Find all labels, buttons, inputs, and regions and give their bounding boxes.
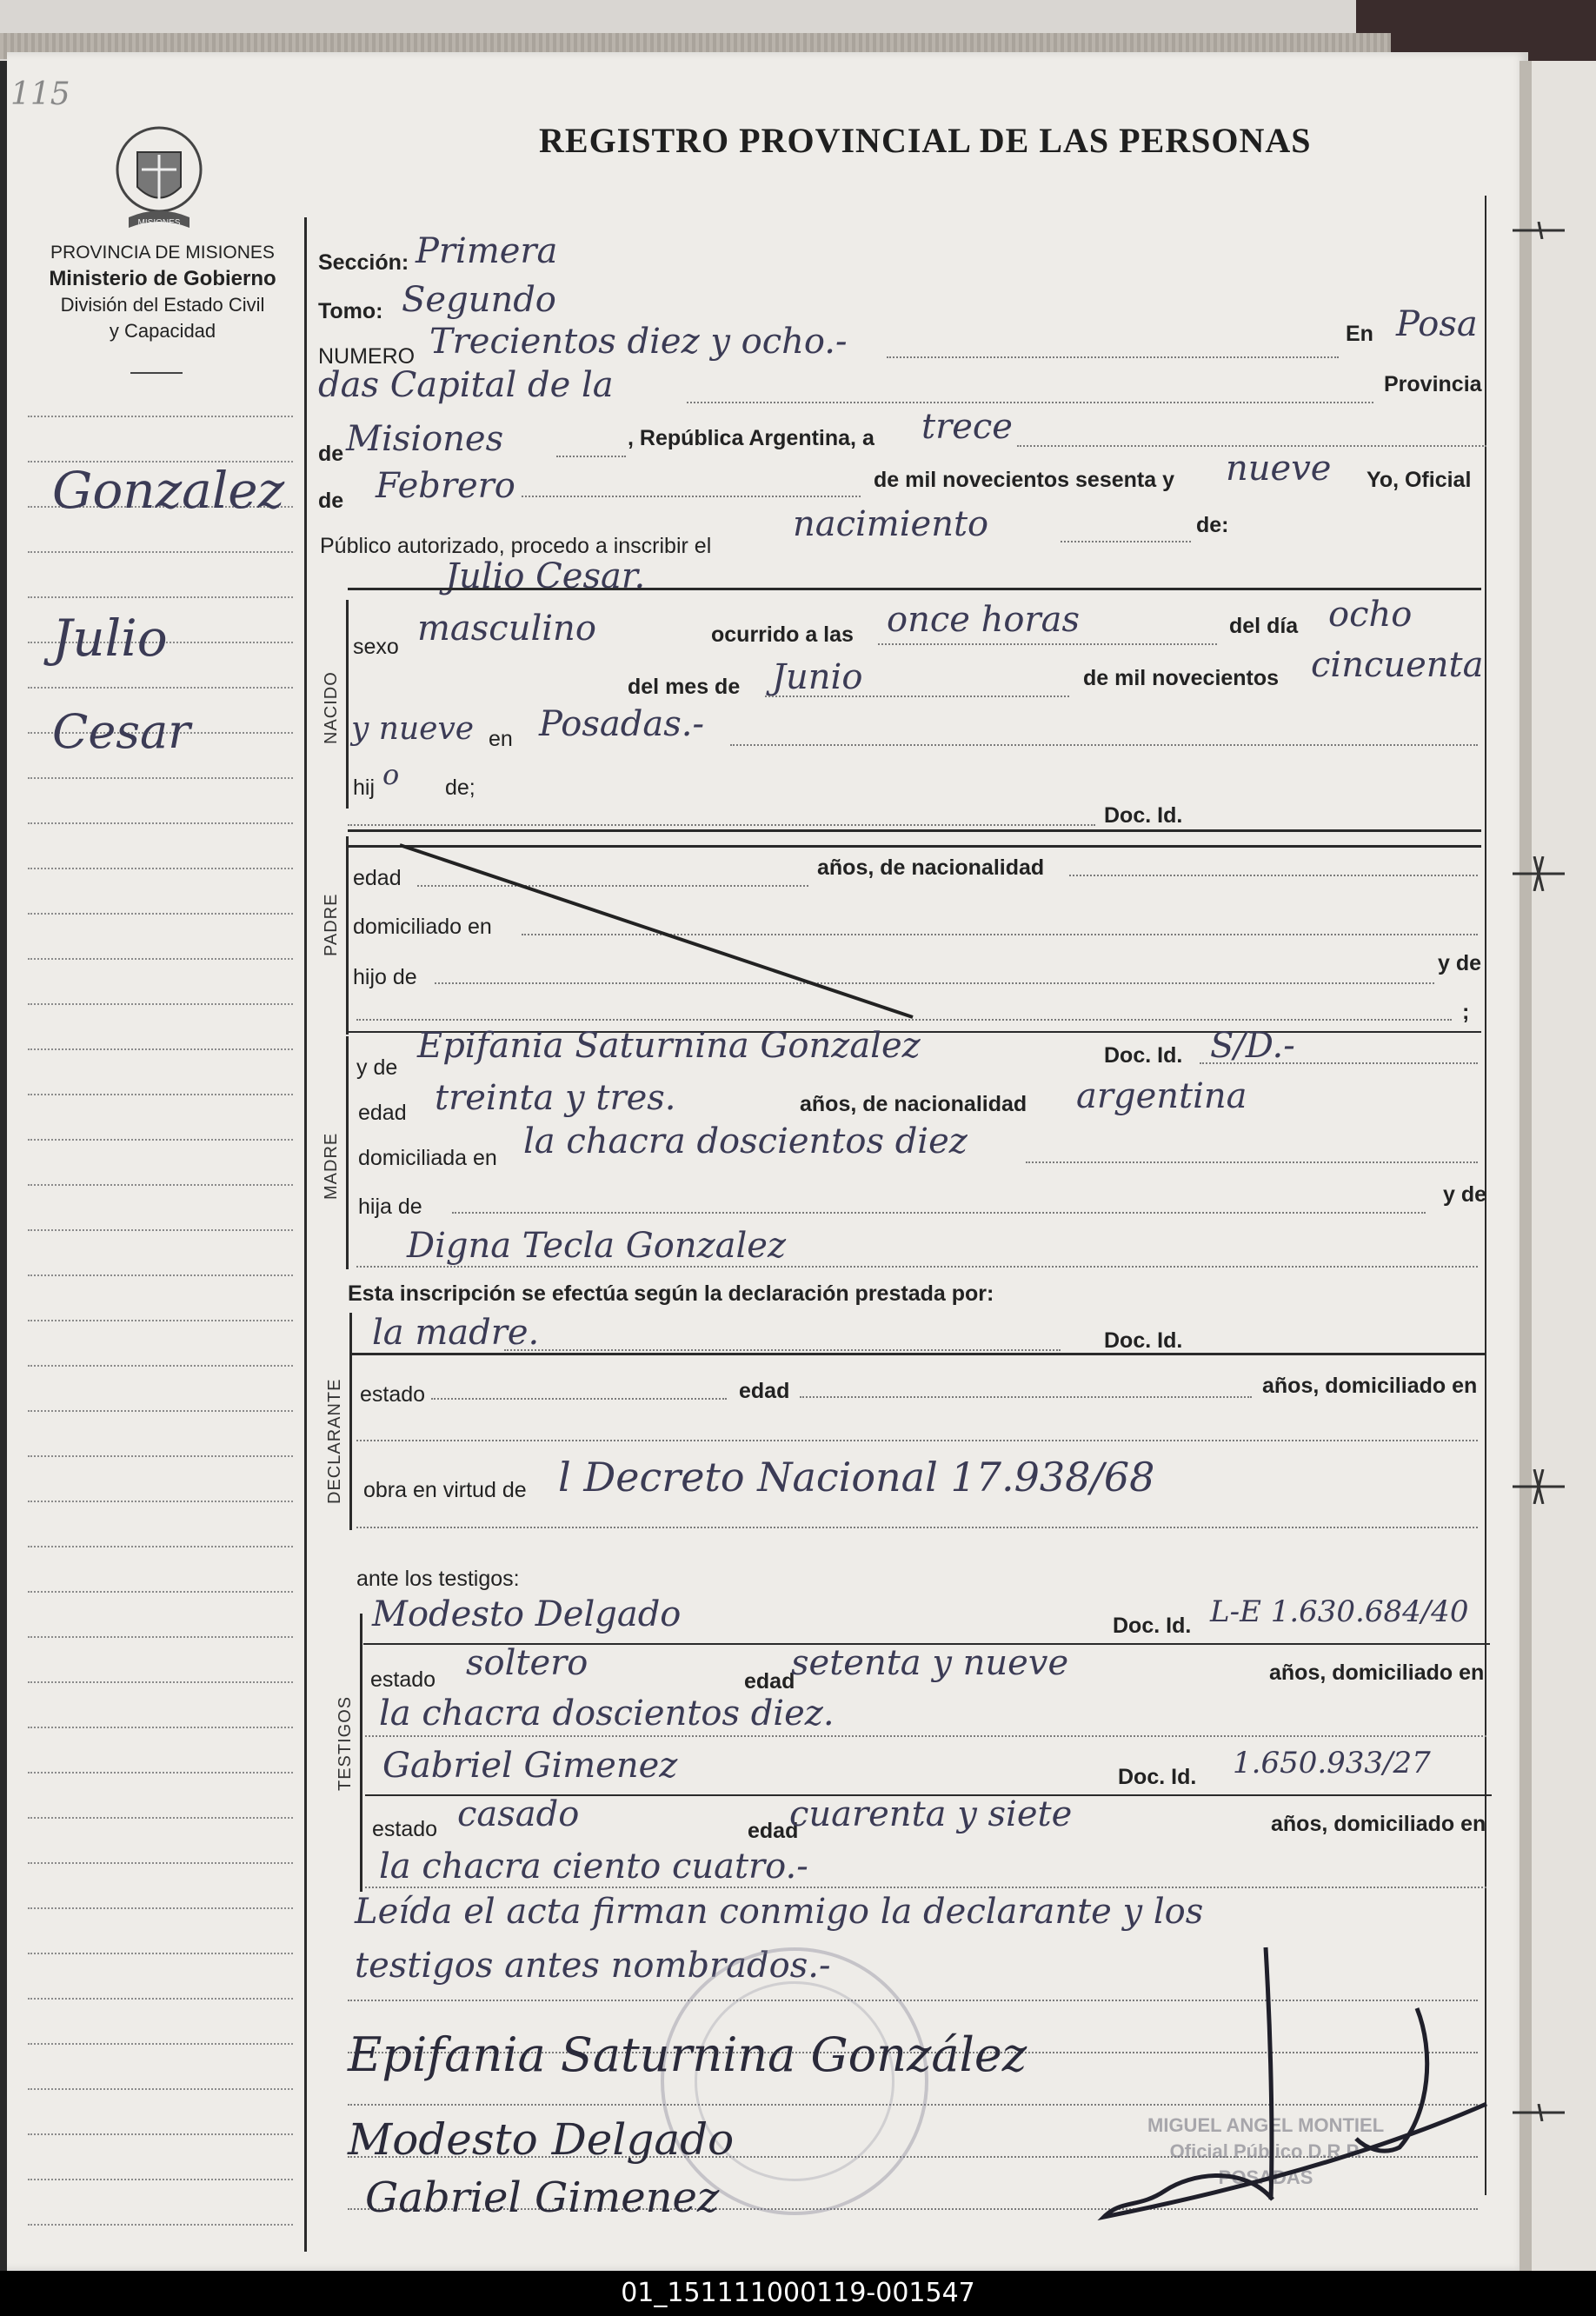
- de-label: de;: [445, 775, 475, 800]
- en-label: En: [1346, 322, 1373, 346]
- madre-edad-value: treinta y tres.: [435, 1078, 676, 1118]
- madre-hija-line: [452, 1212, 1426, 1214]
- madre-name: Epifania Saturnina Gonzalez: [417, 1026, 921, 1066]
- margin-rule: [28, 1636, 293, 1638]
- testigo2-dom-label: años, domiciliado en: [1271, 1812, 1486, 1836]
- margin-rule: [28, 1229, 293, 1231]
- page-number: 115: [10, 77, 70, 112]
- madre-parents-value: Digna Tecla Gonzalez: [407, 1226, 787, 1266]
- margin-rule: [28, 777, 293, 779]
- margin-rule: [28, 2133, 293, 2135]
- declarante-name-line: [504, 1349, 1061, 1351]
- en-value: Posa: [1396, 304, 1478, 344]
- testigo1-edad-value: setenta y nueve: [791, 1643, 1069, 1683]
- image-id-footer: 01_151111000119-001547: [0, 2271, 1596, 2316]
- margin-rule: [28, 1320, 293, 1321]
- de-line: [556, 456, 626, 457]
- year-label: de mil novecientos sesenta y: [874, 468, 1174, 492]
- margin-rule: [28, 1862, 293, 1864]
- margin-rule: [28, 1772, 293, 1774]
- testigo1-estado-label: estado: [370, 1667, 436, 1692]
- publico-label: Público autorizado, procedo a inscribir el: [320, 534, 712, 558]
- margin-rule: [28, 551, 293, 553]
- divider: [130, 372, 183, 374]
- signature-3: Gabriel Gimenez: [365, 2173, 720, 2222]
- month-value: Febrero: [376, 466, 515, 506]
- margin-rule: [28, 1501, 293, 1502]
- testigo1-dom-value: la chacra doscientos diez.: [379, 1694, 835, 1734]
- hijo-label: hij: [353, 775, 376, 800]
- margin-rule: [28, 1591, 293, 1593]
- testigo2-estado-label: estado: [372, 1817, 438, 1841]
- dia-value: ocho: [1328, 595, 1413, 635]
- padre-nacionalidad-label: años, de nacionalidad: [817, 855, 1045, 880]
- margin-rule: [28, 1817, 293, 1819]
- margin-rule: [28, 1184, 293, 1186]
- margin-rule: [28, 1998, 293, 2000]
- nacido-doc-label: Doc. Id.: [1104, 803, 1183, 828]
- margin-rule: [28, 596, 293, 598]
- margin-rule: [28, 1410, 293, 1412]
- declarante-doc-label: Doc. Id.: [1104, 1328, 1183, 1353]
- madre-domicilio-value: la chacra doscientos diez: [523, 1121, 968, 1161]
- padre-yde-label: y de: [1438, 951, 1482, 975]
- margin-rule: [28, 2088, 293, 2090]
- madre-nacionalidad-label: años, de nacionalidad: [800, 1092, 1027, 1116]
- madre-doc-value: S/D.-: [1210, 1026, 1295, 1066]
- month-line: [522, 496, 861, 497]
- margin-rule: [28, 2224, 293, 2226]
- margin-rule: [28, 1003, 293, 1005]
- signature-1: Epifania Saturnina González: [348, 2027, 1027, 2082]
- numero-line: [887, 356, 1339, 358]
- testigo2-estado-value: casado: [457, 1794, 580, 1834]
- nacido-section-label: NACIDO: [322, 671, 341, 744]
- de3-label: de:: [1196, 513, 1229, 537]
- anio-value: cincuenta: [1311, 645, 1484, 685]
- page-shadow: [1520, 61, 1532, 2271]
- testigo1-estado-value: soltero: [466, 1643, 589, 1683]
- margin-rule: [28, 1953, 293, 1954]
- madre-domiciliada-label: domiciliada en: [358, 1146, 497, 1170]
- sexo-value: masculino: [417, 609, 596, 649]
- name-rule: [348, 588, 1481, 590]
- de-value: Misiones: [346, 419, 504, 459]
- declarante-section-label: DECLARANTE: [325, 1378, 344, 1504]
- year-value: nueve: [1226, 449, 1332, 489]
- margin-rule: [28, 1546, 293, 1547]
- yo-label: Yo, Oficial: [1367, 468, 1472, 492]
- testigo1-dom-label: años, domiciliado en: [1269, 1660, 1485, 1685]
- mes-line: [765, 695, 1069, 697]
- de2-label: de: [318, 489, 344, 513]
- testigo1-name: Modesto Delgado: [372, 1594, 682, 1634]
- madre-hija-label: hija de: [358, 1195, 422, 1219]
- margin-name1: Julio: [52, 609, 168, 668]
- lugar-line: [730, 744, 1478, 746]
- testigo2-edad-value: cuarenta y siete: [789, 1794, 1073, 1834]
- staple-icon: [1513, 2104, 1565, 2121]
- margin-rule: [28, 1907, 293, 1909]
- left-rule: [304, 217, 307, 2252]
- padre-bracket: [346, 836, 349, 1035]
- day-value: trece: [921, 407, 1013, 447]
- padre-nac-line: [1069, 875, 1478, 876]
- de-label: de: [318, 442, 344, 466]
- padre-section-label: PADRE: [322, 893, 341, 956]
- ministry-block: [19, 240, 306, 344]
- madre-edad-label: edad: [358, 1101, 407, 1125]
- sexo-label: sexo: [353, 635, 399, 659]
- city-value: das Capital de la: [318, 365, 614, 405]
- signature-2: Modesto Delgado: [348, 2114, 735, 2165]
- testigo2-dom-value: la chacra ciento cuatro.-: [379, 1847, 808, 1887]
- padre-edad-label: edad: [353, 866, 402, 890]
- margin-surname: Gonzalez: [52, 461, 285, 520]
- madre-nacionalidad-value: argentina: [1076, 1076, 1247, 1116]
- ministry-line: PROVINCIA DE MISIONES: [50, 243, 275, 263]
- declarante-name: la madre.: [372, 1313, 540, 1353]
- declarante-intro: Esta inscripción se efectúa según la declaración prestada por:: [348, 1281, 994, 1306]
- declarante-edad-label: edad: [739, 1379, 790, 1403]
- declarante-edad-line: [800, 1396, 1252, 1398]
- testigo2-doc-label: Doc. Id.: [1118, 1765, 1197, 1789]
- hora-value: once horas: [887, 600, 1080, 640]
- seccion-value: Primera: [416, 231, 558, 271]
- madre-doc-line: [1200, 1062, 1478, 1064]
- testigos-bracket: [360, 1614, 362, 1892]
- day-line: [1017, 445, 1486, 447]
- margin-rule: [28, 1455, 293, 1457]
- margin-rule: [28, 913, 293, 915]
- margin-rule: [28, 1048, 293, 1050]
- closing-line1: Leída el acta firman conmigo la declarante y los: [355, 1892, 1204, 1932]
- strike-line: [400, 843, 921, 1026]
- numero-value: Trecientos diez y ocho.-: [429, 322, 848, 362]
- margin-rule: [28, 2179, 293, 2180]
- official-stamp-line: POSADAS: [1218, 2166, 1313, 2188]
- madre-yde-label: y de: [356, 1055, 398, 1080]
- en-label: en: [489, 727, 513, 751]
- official-stamp-line: MIGUEL ANGEL MONTIEL: [1147, 2114, 1385, 2136]
- padre-hijo-label: hijo de: [353, 965, 417, 989]
- obra-line2: [356, 1527, 1478, 1528]
- tomo-value: Segundo: [402, 280, 556, 320]
- declarante-estado-line: [431, 1398, 727, 1400]
- act-value: nacimiento: [793, 504, 989, 544]
- margin-rule: [28, 1681, 293, 1683]
- ministry-line: División del Estado Civil: [60, 294, 265, 316]
- margin-rule: [28, 687, 293, 689]
- testigos-intro: ante los testigos:: [356, 1567, 520, 1591]
- madre-parents-line: [356, 1266, 1478, 1268]
- madre-doc-label: Doc. Id.: [1104, 1043, 1183, 1068]
- mes-label: del mes de: [628, 675, 741, 699]
- testigo2-doc-value: 1.650.933/27: [1233, 1746, 1431, 1780]
- tomo-label: Tomo:: [318, 299, 383, 323]
- numero-label: NUMERO: [318, 344, 416, 369]
- republica-label: , República Argentina, a: [628, 426, 874, 450]
- ministry-line: y Capacidad: [109, 320, 216, 342]
- act-line: [1061, 541, 1191, 542]
- anio-value2: y nueve: [351, 711, 475, 747]
- testigo1-doc-label: Doc. Id.: [1113, 1614, 1192, 1638]
- padre-domiciliado-label: domiciliado en: [353, 915, 492, 939]
- madre-bracket: [346, 1036, 349, 1269]
- madre-dom-line: [1026, 1161, 1478, 1163]
- margin-rule: [28, 2043, 293, 2045]
- mil-label: de mil novecientos: [1083, 666, 1280, 690]
- margin-rule: [28, 1139, 293, 1141]
- provincial-crest-icon: [111, 122, 207, 235]
- staple-icon: [1513, 222, 1565, 239]
- margin-rule: [28, 1727, 293, 1728]
- margin-rule: [28, 416, 293, 417]
- nacido-rule: [348, 829, 1481, 832]
- lugar-value: Posadas.-: [539, 704, 704, 744]
- official-stamp-line: Oficial Público D.R.P.: [1169, 2140, 1362, 2162]
- margin-rule: [28, 958, 293, 960]
- staple-icon: [1513, 856, 1565, 891]
- seccion-label: Sección:: [318, 250, 409, 275]
- testigos-section-label: TESTIGOS: [336, 1695, 355, 1791]
- nacido-doc-line: [348, 824, 1095, 826]
- dia-label: del día: [1229, 614, 1299, 638]
- page-title: REGISTRO PROVINCIAL DE LAS PERSONAS: [539, 121, 1312, 160]
- obra-value: l Decreto Nacional 17.938/68: [558, 1454, 1155, 1501]
- ministry-line: Ministerio de Gobierno: [49, 267, 276, 290]
- testigo1-dom-line: [365, 1735, 1486, 1737]
- declarante-rule: [352, 1353, 1486, 1355]
- ocurrido-label: ocurrido a las: [711, 622, 854, 647]
- madre-section-label: MADRE: [322, 1132, 341, 1200]
- mes-value: Junio: [772, 657, 863, 697]
- official-signature: [1087, 1939, 1504, 2234]
- closing-line2: testigos antes nombrados.-: [355, 1946, 831, 1986]
- hijo-value: o: [382, 758, 400, 791]
- hora-line: [878, 643, 1217, 645]
- page-stack-edge: [1528, 61, 1596, 2271]
- declarante-domiciliado-label: años, domiciliado en: [1262, 1374, 1478, 1398]
- nacido-bracket: [346, 600, 349, 809]
- declarante-estado-label: estado: [360, 1382, 426, 1407]
- margin-rule: [28, 822, 293, 824]
- margin-rule: [28, 1274, 293, 1276]
- testigo2-dom-line: [365, 1887, 1486, 1888]
- declarante-bracket: [349, 1313, 352, 1530]
- testigo2-name: Gabriel Gimenez: [382, 1746, 678, 1786]
- testigo1-edad-label: edad: [744, 1669, 795, 1694]
- margin-rule: [28, 868, 293, 869]
- margin-rule: [28, 1094, 293, 1095]
- crest-label: MISIONES: [137, 218, 181, 228]
- madre-yde2-label: y de: [1443, 1182, 1487, 1207]
- city-line: [687, 402, 1373, 403]
- person-name: Julio Cesar.: [445, 556, 646, 596]
- declarante-dom-line: [356, 1440, 1478, 1441]
- provincia-label: Provincia: [1384, 372, 1482, 396]
- staple-icon: [1513, 1469, 1565, 1504]
- testigo2-edad-label: edad: [748, 1819, 799, 1843]
- margin-name2: Cesar: [52, 704, 190, 759]
- testigo1-doc-value: L-E 1.630.684/40: [1210, 1594, 1469, 1629]
- padre-semicolon: ;: [1462, 1000, 1470, 1024]
- obra-label: obra en virtud de: [363, 1478, 527, 1502]
- margin-rule: [28, 1365, 293, 1367]
